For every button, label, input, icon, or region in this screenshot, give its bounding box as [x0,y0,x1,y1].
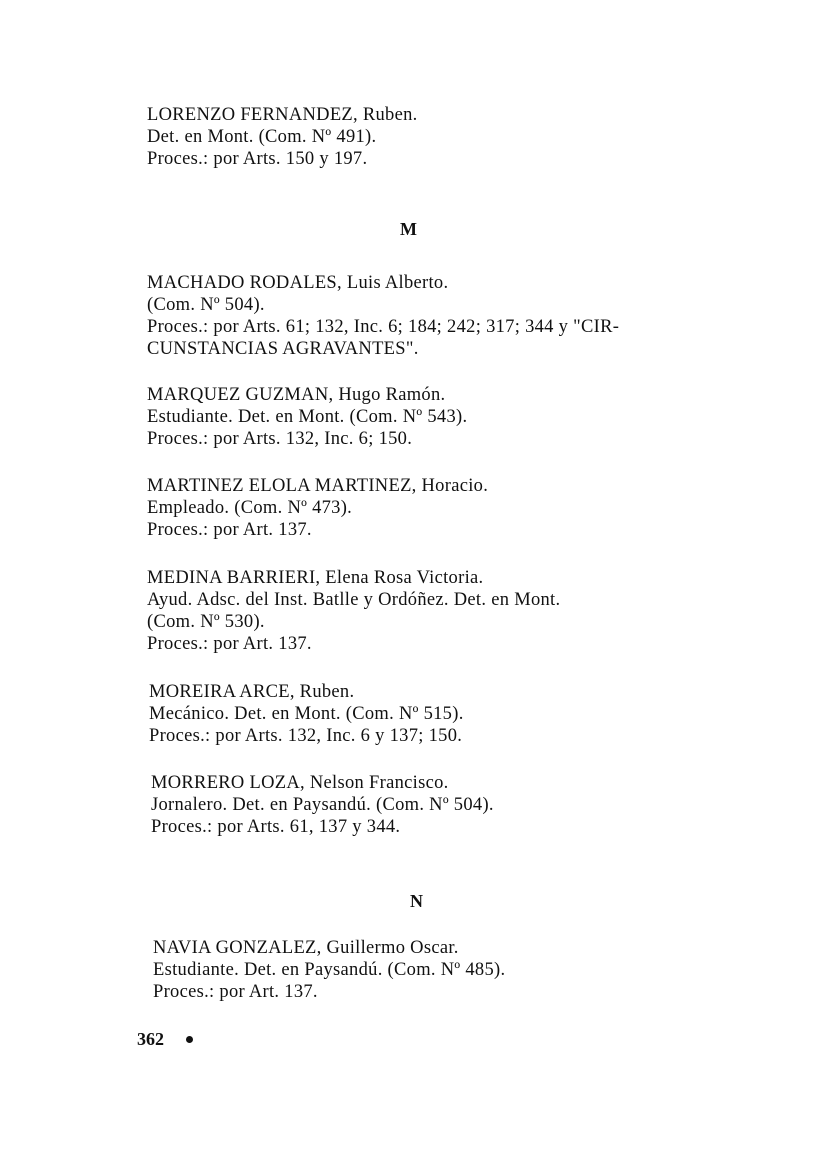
entry-name: MARTINEZ ELOLA MARTINEZ, Horacio. [147,476,489,496]
entry-name: MACHADO RODALES, Luis Alberto. [147,273,449,293]
entry-lorenzo-fernandez [147,104,418,170]
section-heading-m: M [400,219,417,239]
bullet-dot-icon [186,1036,193,1043]
section-heading-n: N [410,891,423,911]
entry-detail: Empleado. (Com. Nº 473). [147,498,353,518]
entry-detail: (Com. Nº 504). [147,295,265,315]
page-number: 362 [137,1029,164,1049]
entry-proceedings: Proces.: por Arts. 61, 137 y 344. [151,817,401,837]
entry-name: MEDINA BARRIERI, Elena Rosa Victoria. [147,568,484,588]
entry-detail: Mecánico. Det. en Mont. (Com. Nº 515). [149,704,464,724]
entry-proceedings: Proces.: por Arts. 132, Inc. 6 y 137; 150. [149,726,463,746]
entry-medina-barrieri [147,567,560,655]
entry-name: MORRERO LOZA, Nelson Francisco. [151,773,449,793]
entry-proceedings-continued: CUNSTANCIAS AGRAVANTES". [147,339,419,359]
entry-navia-gonzalez [153,937,505,1003]
entry-name: NAVIA GONZALEZ, Guillermo Oscar. [153,938,459,958]
entry-martinez-elola [147,475,488,541]
entry-marquez-guzman [147,384,467,450]
page-footer [137,1028,193,1050]
entry-name: MOREIRA ARCE, Ruben. [149,682,355,702]
entry-name: LORENZO FERNANDEZ, Ruben. [147,105,418,125]
entry-machado-rodales [147,272,619,360]
entry-detail: Ayud. Adsc. del Inst. Batlle y Ordóñez. Det. en Mont. [147,590,561,610]
entry-detail: Det. en Mont. (Com. Nº 491). [147,127,377,147]
entry-proceedings: Proces.: por Arts. 132, Inc. 6; 150. [147,429,413,449]
entry-proceedings: Proces.: por Arts. 61; 132, Inc. 6; 184; 242; 317; 344 y "CIR- [147,317,620,337]
entry-detail: Jornalero. Det. en Paysandú. (Com. Nº 504). [151,795,494,815]
entry-proceedings: Proces.: por Art. 137. [147,634,312,654]
entry-proceedings: Proces.: por Arts. 150 y 197. [147,149,368,169]
entry-detail-continued: (Com. Nº 530). [147,612,265,632]
entry-name: MARQUEZ GUZMAN, Hugo Ramón. [147,385,446,405]
entry-detail: Estudiante. Det. en Mont. (Com. Nº 543). [147,407,468,427]
entry-moreira-arce [149,681,464,747]
entry-proceedings: Proces.: por Art. 137. [153,982,318,1002]
entry-detail: Estudiante. Det. en Paysandú. (Com. Nº 485). [153,960,506,980]
entry-proceedings: Proces.: por Art. 137. [147,520,312,540]
entry-morrero-loza [151,772,494,838]
